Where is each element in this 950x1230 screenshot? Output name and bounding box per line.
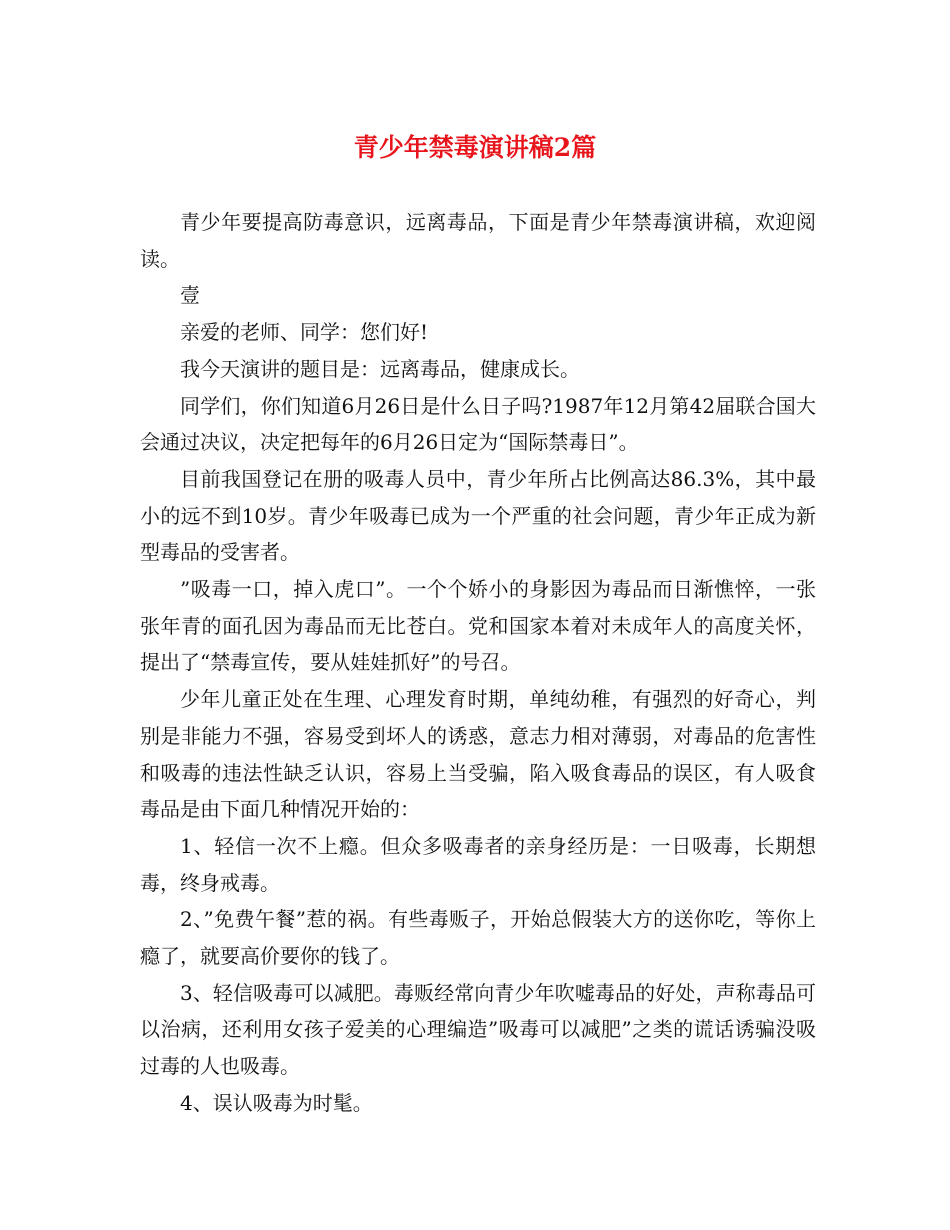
document-body [140, 204, 816, 1122]
list-item-1: 1、轻信一次不上瘾。但众多吸毒者的亲身经历是：一日吸毒，长期想毒，终身戒毒。 [140, 833, 816, 895]
list-item-4: 4、误认吸毒为时髦。 [180, 1090, 373, 1115]
paragraph-topic: 我今天演讲的题目是：远离毒品，健康成长。 [180, 356, 580, 381]
paragraph-greeting: 亲爱的老师、同学：您们好! [180, 320, 429, 345]
paragraph-youth-risk: 少年儿童正处在生理、心理发育时期，单纯幼稚，有强烈的好奇心，判别是非能力不强，容易受到坏人的诱惑，意志力相对薄弱，对毒品的危害性和吸毒的违法性缺乏认识，容易上当受骗，陷入吸食毒品的误区，有人吸食毒品是由下面几种情况开始的： [140, 687, 816, 822]
list-item-2: 2、”免费午餐”惹的祸。有些毒贩子，开始总假装大方的送你吃，等你上瘾了，就要高价要你的钱了。 [140, 907, 816, 969]
paragraph-statistics: 目前我国登记在册的吸毒人员中，青少年所占比例高达86.3%，其中最小的远不到10岁。青少年吸毒已成为一个严重的社会问题，青少年正成为新型毒品的受害者。 [140, 466, 816, 565]
document-title: 青少年禁毒演讲稿2篇 [353, 133, 597, 162]
paragraph-slogan: ”吸毒一口，掉入虎口”。一个个娇小的身影因为毒品而日渐憔悴，一张张年青的面孔因为毒品而无比苍白。党和国家本着对未成年人的高度关怀，提出了“禁毒宣传，要从娃娃抓好”的号召。 [140, 577, 816, 675]
paragraph-drug-day: 同学们，你们知道6月26日是什么日子吗?1987年12月第42届联合国大会通过决议，决定把每年的6月26日定为“国际禁毒日”。 [140, 393, 816, 455]
paragraph-intro: 青少年要提高防毒意识，远离毒品，下面是青少年禁毒演讲稿，欢迎阅读。 [140, 210, 816, 271]
list-item-3: 3、轻信吸毒可以减肥。毒贩经常向青少年吹嘘毒品的好处，声称毒品可以治病，还利用女孩子爱美的心理编造”吸毒可以减肥”之类的谎话诱骗没吸过毒的人也吸毒。 [140, 980, 816, 1079]
paragraph-section-number: 壹 [180, 283, 200, 308]
